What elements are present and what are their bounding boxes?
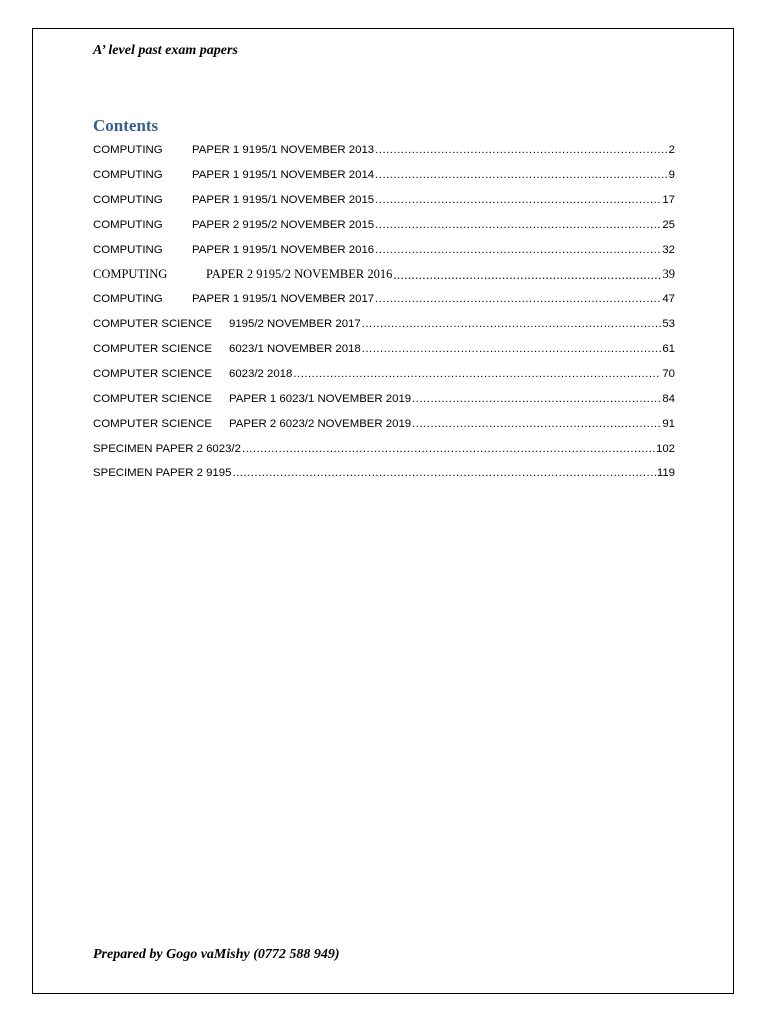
toc-page-number: 25 [662, 218, 675, 231]
toc-subject: COMPUTING [93, 293, 163, 306]
toc-subject: COMPUTING [93, 169, 163, 182]
toc-entry[interactable] [93, 362, 675, 387]
toc-subject: COMPUTER SCIENCE [93, 318, 212, 331]
toc-entry[interactable] [93, 213, 675, 238]
toc-page-number: 32 [662, 243, 675, 256]
toc-subject: COMPUTER SCIENCE [93, 343, 212, 356]
toc-page-number: 53 [662, 318, 675, 331]
toc-detail: 9195/2 NOVEMBER 2017 [229, 318, 361, 331]
toc-subject: COMPUTING [93, 267, 168, 282]
toc-entry[interactable] [93, 262, 675, 287]
toc-page-number: 9 [668, 169, 675, 182]
toc-entry[interactable] [93, 138, 675, 163]
toc-page-number: 47 [662, 293, 675, 306]
toc-entry[interactable] [93, 411, 675, 436]
toc-leader [232, 466, 655, 480]
toc-detail: PAPER 1 9195/1 NOVEMBER 2013 [192, 144, 375, 157]
toc-leader [362, 342, 662, 356]
toc-page-number: 61 [662, 343, 675, 356]
page-header: A’ level past exam papers [93, 43, 238, 58]
toc-page-number: 39 [662, 267, 675, 282]
toc-detail: PAPER 2 6023/2 NOVEMBER 2019 [229, 417, 412, 430]
toc-entry[interactable] [93, 436, 675, 461]
toc-page-number: 70 [662, 368, 675, 381]
toc-leader [375, 168, 668, 182]
table-of-contents [93, 138, 675, 486]
toc-detail: SPECIMEN PAPER 2 9195 [93, 467, 232, 480]
toc-detail: 6023/1 NOVEMBER 2018 [229, 343, 361, 356]
toc-page-number: 91 [662, 417, 675, 430]
toc-leader [412, 392, 661, 406]
toc-detail: PAPER 2 9195/2 NOVEMBER 2016 [206, 267, 393, 282]
toc-leader [375, 143, 668, 157]
toc-entry[interactable] [93, 461, 675, 486]
toc-page-number: 84 [662, 392, 675, 405]
toc-leader [362, 317, 662, 331]
toc-detail: SPECIMEN PAPER 2 6023/2 [93, 442, 241, 455]
toc-leader [242, 442, 655, 456]
toc-detail: PAPER 1 9195/1 NOVEMBER 2017 [192, 293, 375, 306]
toc-subject: COMPUTER SCIENCE [93, 392, 212, 405]
toc-subject: COMPUTER SCIENCE [93, 368, 212, 381]
toc-detail: PAPER 1 9195/1 NOVEMBER 2016 [192, 243, 375, 256]
toc-detail: PAPER 1 6023/1 NOVEMBER 2019 [229, 392, 412, 405]
toc-page-number: 119 [656, 467, 675, 480]
toc-detail: PAPER 1 9195/1 NOVEMBER 2014 [192, 169, 375, 182]
toc-page-number: 102 [655, 442, 675, 455]
toc-leader [375, 292, 661, 306]
contents-heading: Contents [93, 116, 159, 135]
toc-subject: COMPUTING [93, 243, 163, 256]
toc-leader [375, 243, 661, 257]
toc-subject: COMPUTING [93, 218, 163, 231]
toc-leader [412, 417, 661, 431]
toc-leader [375, 218, 661, 232]
toc-entry[interactable] [93, 188, 675, 213]
toc-entry[interactable] [93, 386, 675, 411]
toc-entry[interactable] [93, 287, 675, 312]
toc-detail: PAPER 2 9195/2 NOVEMBER 2015 [192, 218, 375, 231]
toc-leader [293, 367, 661, 381]
page-footer: Prepared by Gogo vaMishy (0772 588 949) [93, 947, 340, 962]
toc-subject: COMPUTING [93, 194, 163, 207]
toc-leader [375, 193, 661, 207]
toc-entry[interactable] [93, 312, 675, 337]
toc-leader [393, 268, 661, 282]
toc-entry[interactable] [93, 163, 675, 188]
toc-subject: COMPUTER SCIENCE [93, 417, 212, 430]
toc-page-number: 2 [668, 144, 675, 157]
toc-entry[interactable] [93, 237, 675, 262]
toc-detail: PAPER 1 9195/1 NOVEMBER 2015 [192, 194, 375, 207]
toc-entry[interactable] [93, 337, 675, 362]
toc-subject: COMPUTING [93, 144, 163, 157]
toc-page-number: 17 [662, 194, 675, 207]
toc-detail: 6023/2 2018 [229, 368, 293, 381]
